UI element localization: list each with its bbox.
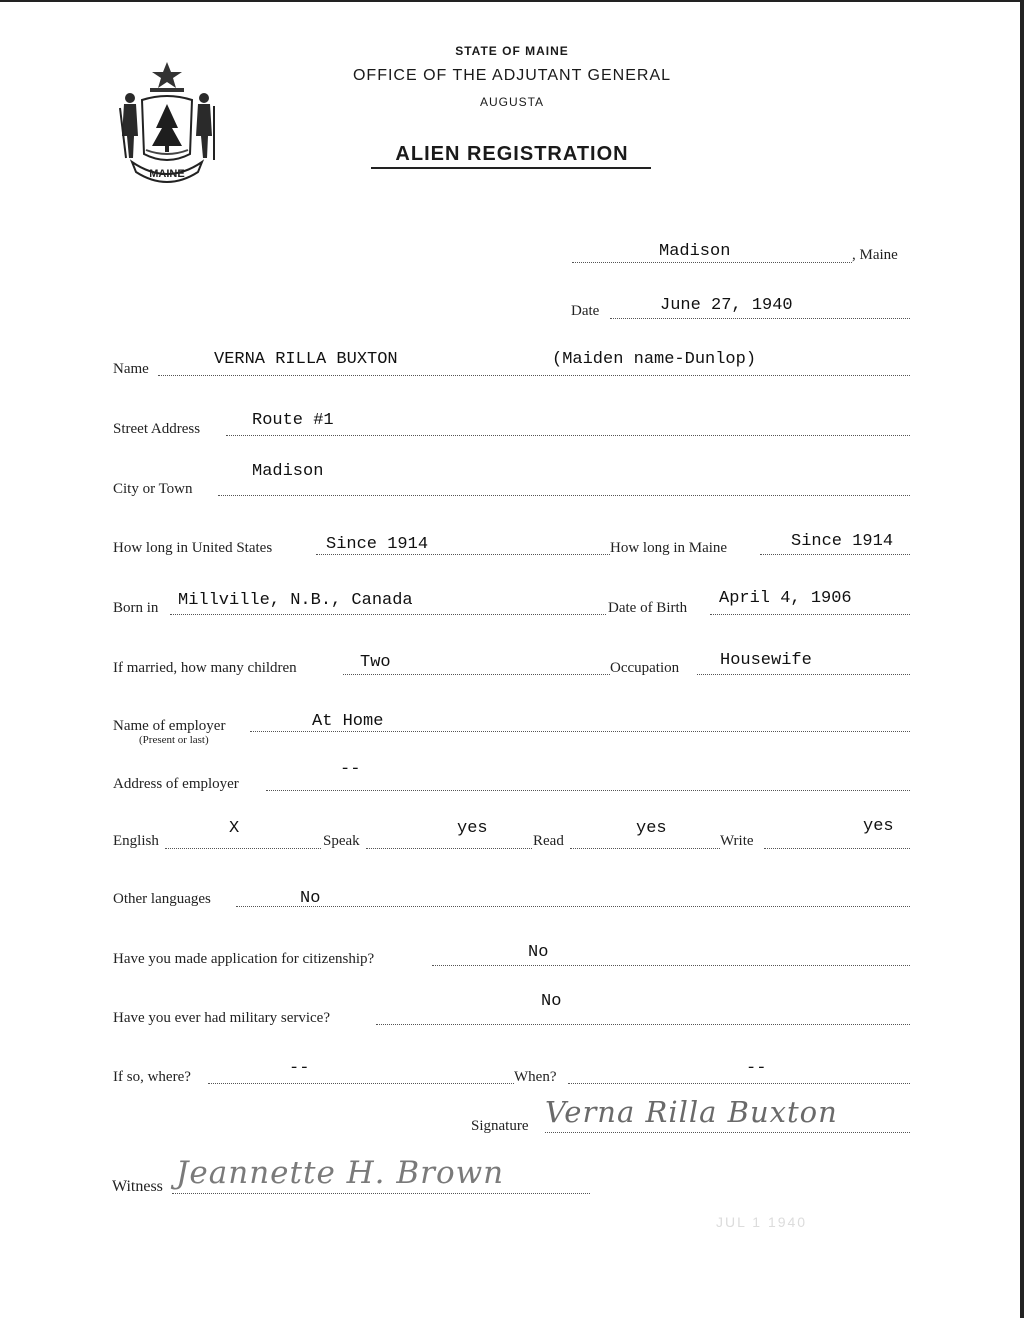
read-label: Read — [533, 833, 564, 849]
children-line — [343, 674, 610, 675]
city-heading: AUGUSTA — [479, 95, 545, 109]
where-line — [208, 1083, 514, 1084]
employer-address-value: -- — [340, 760, 361, 779]
date-label: Date — [571, 303, 600, 319]
form-title: ALIEN REGISTRATION — [395, 143, 629, 165]
other-languages-line — [236, 906, 910, 907]
other-languages-value: No — [300, 889, 321, 908]
english-value: X — [229, 819, 240, 838]
occupation-label: Occupation — [610, 660, 680, 676]
read-value: yes — [636, 819, 667, 838]
employer-value: At Home — [312, 712, 384, 731]
citizenship-value: No — [528, 943, 549, 962]
received-stamp: JUL 1 1940 — [716, 1214, 808, 1230]
english-line — [165, 848, 321, 849]
right-edge — [1020, 0, 1024, 1318]
military-line — [376, 1024, 910, 1025]
how-long-maine-value: Since 1914 — [791, 532, 894, 551]
born-in-line — [170, 614, 606, 615]
date-of-birth-label: Date of Birth — [608, 600, 688, 616]
signature-value: Verna Rilla Buxton — [545, 1095, 838, 1129]
where-label: If so, where? — [113, 1069, 191, 1085]
employer-label: Name of employer — [113, 718, 226, 734]
write-value: yes — [863, 817, 894, 836]
name-label: Name — [113, 361, 149, 377]
military-label: Have you ever had military service? — [113, 1010, 330, 1026]
write-label: Write — [720, 833, 754, 849]
other-languages-label: Other languages — [113, 891, 211, 907]
military-value: No — [541, 992, 562, 1011]
when-value: -- — [746, 1059, 767, 1078]
date-of-birth-value: April 4, 1906 — [719, 589, 852, 608]
city-value: Madison — [252, 462, 324, 481]
seal-label: MAINE — [149, 168, 185, 180]
state-heading: STATE OF MAINE — [455, 44, 569, 58]
where-value: -- — [289, 1059, 310, 1078]
street-line — [226, 435, 910, 436]
citizenship-line — [432, 965, 910, 966]
read-line — [570, 848, 720, 849]
witness-line — [172, 1193, 590, 1194]
how-long-maine-line — [760, 554, 910, 555]
born-in-label: Born in — [113, 600, 159, 616]
witness-label: Witness — [112, 1178, 163, 1195]
date-line — [610, 318, 910, 319]
signature-line — [545, 1132, 910, 1133]
city-line — [218, 495, 910, 496]
children-value: Two — [360, 653, 391, 672]
name-line — [158, 375, 910, 376]
city-label: City or Town — [113, 481, 193, 497]
place-suffix: , Maine — [852, 247, 898, 263]
date-of-birth-line — [710, 614, 910, 615]
employer-line — [250, 731, 910, 732]
maiden-name-note: (Maiden name-Dunlop) — [552, 350, 757, 369]
title-underline — [371, 167, 651, 169]
employer-address-label: Address of employer — [113, 776, 239, 792]
place-line — [572, 262, 852, 263]
citizenship-label: Have you made application for citizenship? — [113, 951, 375, 967]
when-label: When? — [514, 1069, 557, 1085]
signature-label: Signature — [471, 1118, 529, 1134]
office-heading: OFFICE OF THE ADJUTANT GENERAL — [352, 67, 672, 84]
how-long-us-label: How long in United States — [113, 540, 273, 556]
witness-signature: Jeannette H. Brown — [176, 1155, 505, 1191]
employer-address-line — [266, 790, 910, 791]
born-in-value: Millville, N.B., Canada — [178, 591, 413, 610]
how-long-us-value: Since 1914 — [326, 535, 429, 554]
how-long-maine-label: How long in Maine — [610, 540, 728, 556]
how-long-us-line — [316, 554, 610, 555]
occupation-value: Housewife — [720, 651, 812, 670]
write-line — [764, 848, 910, 849]
children-label: If married, how many children — [113, 660, 297, 676]
when-line — [568, 1083, 910, 1084]
top-edge — [0, 0, 1024, 2]
speak-line — [366, 848, 532, 849]
speak-label: Speak — [323, 833, 360, 849]
speak-value: yes — [457, 819, 488, 838]
employer-sublabel: (Present or last) — [139, 734, 209, 746]
name-value: VERNA RILLA BUXTON — [214, 350, 398, 369]
street-value: Route #1 — [252, 411, 334, 430]
occupation-line — [697, 674, 910, 675]
street-label: Street Address — [113, 421, 201, 437]
place-value: Madison — [659, 242, 731, 261]
date-value: June 27, 1940 — [660, 296, 793, 315]
english-label: English — [113, 833, 159, 849]
